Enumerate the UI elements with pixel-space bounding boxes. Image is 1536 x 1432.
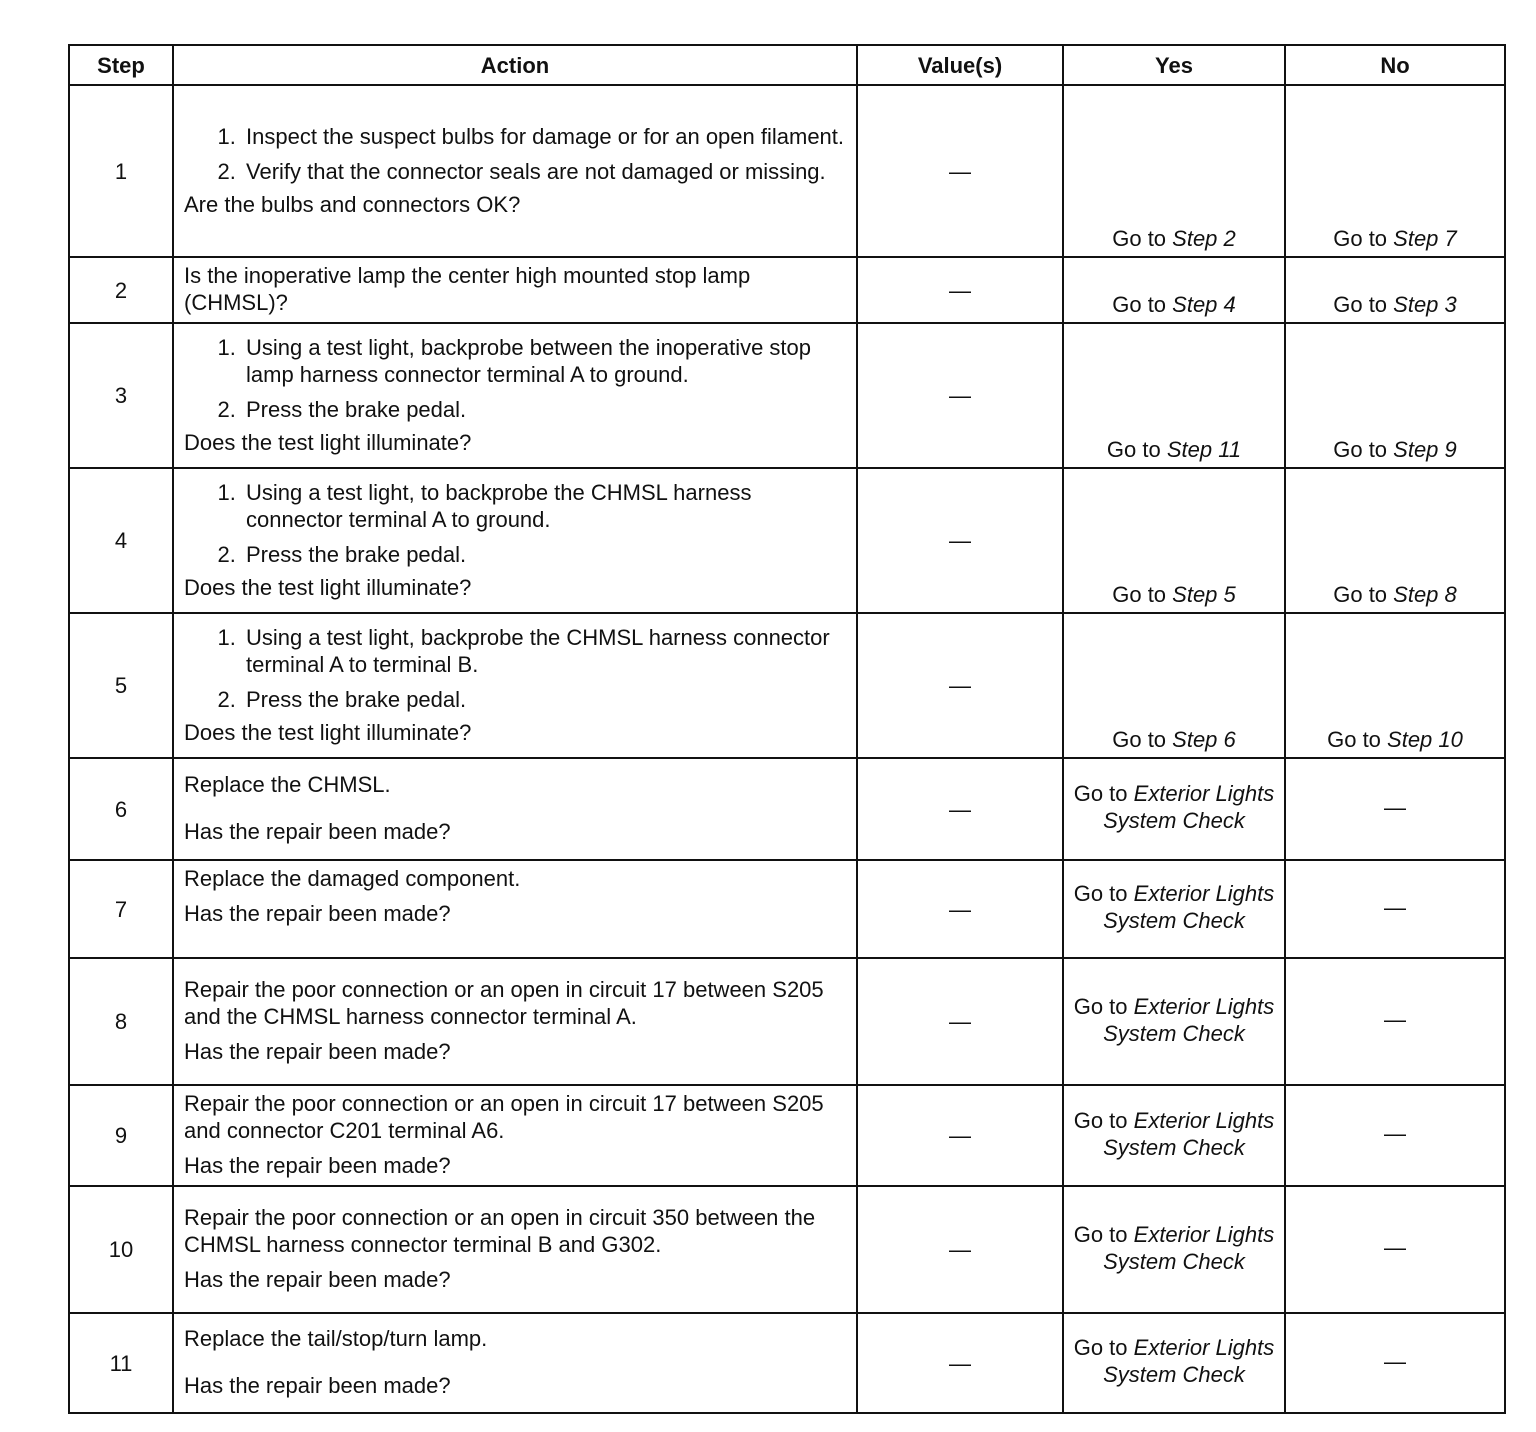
action-question: Does the test light illuminate? — [184, 429, 472, 455]
goto-prefix: Go to — [1327, 727, 1388, 752]
value-cell: — — [857, 958, 1063, 1085]
action-text: Is the inoperative lamp the center high mounted stop lamp (CHMSL)? — [184, 263, 751, 315]
no-cell: — — [1285, 860, 1505, 958]
action-cell — [173, 1186, 857, 1313]
header-no: No — [1285, 45, 1505, 85]
action-cell — [173, 758, 857, 860]
goto-prefix: Go to — [1073, 1107, 1134, 1133]
yes-cell — [1063, 1313, 1285, 1413]
goto-prefix: Go to — [1112, 226, 1173, 251]
value-cell: — — [857, 613, 1063, 758]
action-question: Are the bulbs and connectors OK? — [184, 191, 521, 217]
no-cell: — — [1285, 1186, 1505, 1313]
step-number: 10 — [69, 1186, 173, 1313]
step-number: 6 — [69, 758, 173, 860]
action-list-item: 1. Using a test light, to backprobe the CHMSL harness connector terminal A to ground. — [242, 479, 848, 533]
table-body — [69, 85, 1505, 1413]
value-cell: — — [857, 323, 1063, 468]
goto-prefix: Go to — [1106, 437, 1167, 462]
action-question: Does the test light illuminate? — [184, 719, 472, 745]
yes-cell — [1063, 85, 1285, 257]
action-list-item: 2. Verify that the connector seals are not damaged or missing. — [242, 158, 848, 185]
step-number: 2 — [69, 257, 173, 323]
action-question: Has the repair been made? — [184, 1153, 451, 1178]
yes-link[interactable]: Step 5 — [1172, 582, 1236, 607]
yes-link[interactable]: Step 2 — [1172, 226, 1236, 251]
yes-link[interactable]: Exterior Lights System Check — [1103, 881, 1275, 933]
action-list — [184, 123, 848, 185]
no-cell — [1285, 613, 1505, 758]
table-row — [69, 1313, 1505, 1413]
action-cell — [173, 85, 857, 257]
yes-link[interactable]: Exterior Lights System Check — [1103, 781, 1275, 833]
no-link[interactable]: Step 7 — [1393, 226, 1457, 251]
table-row — [69, 468, 1505, 613]
yes-cell — [1063, 1186, 1285, 1313]
step-number: 4 — [69, 468, 173, 613]
action-cell — [173, 1313, 857, 1413]
goto-prefix: Go to — [1073, 1335, 1134, 1360]
value-cell: — — [857, 85, 1063, 257]
value-cell: — — [857, 468, 1063, 613]
table-header — [69, 45, 1505, 85]
table-row — [69, 958, 1505, 1085]
action-list-item: 2. Press the brake pedal. — [242, 396, 848, 423]
no-cell: — — [1285, 1313, 1505, 1413]
action-cell — [173, 958, 857, 1085]
no-link[interactable]: Step 10 — [1387, 727, 1463, 752]
step-number: 3 — [69, 323, 173, 468]
yes-link[interactable]: Step 4 — [1172, 292, 1236, 317]
action-list-item: 1. Inspect the suspect bulbs for damage or for an open filament. — [242, 123, 848, 150]
goto-prefix: Go to — [1073, 1221, 1134, 1247]
yes-link[interactable]: Exterior Lights System Check — [1103, 1335, 1275, 1387]
action-list-item: 2. Press the brake pedal. — [242, 686, 848, 713]
table-row — [69, 323, 1505, 468]
yes-cell — [1063, 257, 1285, 323]
goto-prefix: Go to — [1112, 727, 1173, 752]
header-yes: Yes — [1063, 45, 1285, 85]
yes-cell — [1063, 323, 1285, 468]
yes-link[interactable]: Exterior Lights System Check — [1103, 1107, 1275, 1160]
table-row — [69, 1186, 1505, 1313]
action-cell — [173, 257, 857, 323]
action-question: Has the repair been made? — [184, 1267, 451, 1292]
step-number: 9 — [69, 1085, 173, 1186]
no-cell — [1285, 85, 1505, 257]
goto-prefix: Go to — [1073, 781, 1134, 806]
no-cell — [1285, 257, 1505, 323]
no-cell: — — [1285, 958, 1505, 1085]
value-cell: — — [857, 1085, 1063, 1186]
diagnostic-table — [68, 44, 1506, 1414]
goto-prefix: Go to — [1333, 292, 1394, 317]
action-list — [184, 624, 848, 713]
yes-link[interactable]: Exterior Lights System Check — [1103, 993, 1275, 1046]
action-list-item: 2. Press the brake pedal. — [242, 541, 848, 568]
goto-prefix: Go to — [1333, 437, 1394, 462]
action-cell — [173, 860, 857, 958]
yes-link[interactable]: Step 11 — [1166, 437, 1242, 462]
action-cell — [173, 613, 857, 758]
action-text: Repair the poor connection or an open in circuit 17 between S205 and connector C201 terminal A6. — [184, 1091, 824, 1143]
table-row — [69, 613, 1505, 758]
step-number: 7 — [69, 860, 173, 958]
action-text: Repair the poor connection or an open in circuit 17 between S205 and the CHMSL harness connector terminal A. — [184, 977, 824, 1029]
header-step: Step — [69, 45, 173, 85]
header-action: Action — [173, 45, 857, 85]
value-cell: — — [857, 1186, 1063, 1313]
step-number: 8 — [69, 958, 173, 1085]
action-list-item: 1. Using a test light, backprobe the CHMSL harness connector terminal A to terminal B. — [242, 624, 848, 678]
action-cell — [173, 323, 857, 468]
no-cell: — — [1285, 1085, 1505, 1186]
yes-cell — [1063, 958, 1285, 1085]
no-link[interactable]: Step 8 — [1393, 582, 1457, 607]
value-cell: — — [857, 860, 1063, 958]
header-row — [69, 45, 1505, 85]
yes-cell — [1063, 860, 1285, 958]
yes-cell — [1063, 1085, 1285, 1186]
step-number: 5 — [69, 613, 173, 758]
goto-prefix: Go to — [1333, 226, 1394, 251]
no-link[interactable]: Step 3 — [1393, 292, 1457, 317]
action-question: Has the repair been made? — [184, 901, 451, 926]
action-list — [184, 479, 848, 568]
action-text: Repair the poor connection or an open in circuit 350 between the CHMSL harness connector terminal B and G302. — [184, 1205, 816, 1257]
action-text: Replace the CHMSL. — [184, 772, 391, 797]
action-cell — [173, 1085, 857, 1186]
step-number: 1 — [69, 85, 173, 257]
no-cell: — — [1285, 758, 1505, 860]
goto-prefix: Go to — [1073, 993, 1134, 1019]
header-values: Value(s) — [857, 45, 1063, 85]
action-list — [184, 334, 848, 423]
action-text: Replace the tail/stop/turn lamp. — [184, 1326, 488, 1351]
table-row — [69, 1085, 1505, 1186]
step-number: 11 — [69, 1313, 173, 1413]
action-question: Does the test light illuminate? — [184, 574, 472, 600]
no-cell — [1285, 468, 1505, 613]
yes-cell — [1063, 758, 1285, 860]
table-row — [69, 85, 1505, 257]
goto-prefix: Go to — [1112, 582, 1173, 607]
yes-link[interactable]: Exterior Lights System Check — [1103, 1221, 1275, 1274]
no-cell — [1285, 323, 1505, 468]
table-row — [69, 758, 1505, 860]
goto-prefix: Go to — [1112, 292, 1173, 317]
value-cell: — — [857, 1313, 1063, 1413]
action-question: Has the repair been made? — [184, 819, 451, 844]
action-question: Has the repair been made? — [184, 1039, 451, 1064]
goto-prefix: Go to — [1333, 582, 1394, 607]
action-cell — [173, 468, 857, 613]
action-list-item: 1. Using a test light, backprobe between the inoperative stop lamp harness connector terminal A to ground. — [242, 334, 848, 388]
value-cell: — — [857, 758, 1063, 860]
yes-cell — [1063, 468, 1285, 613]
yes-cell — [1063, 613, 1285, 758]
no-link[interactable]: Step 9 — [1393, 437, 1457, 462]
action-text: Replace the damaged component. — [184, 866, 521, 891]
goto-prefix: Go to — [1073, 881, 1134, 906]
table-row — [69, 257, 1505, 323]
value-cell: — — [857, 257, 1063, 323]
table-row — [69, 860, 1505, 958]
action-question: Has the repair been made? — [184, 1373, 451, 1398]
yes-link[interactable]: Step 6 — [1172, 727, 1236, 752]
